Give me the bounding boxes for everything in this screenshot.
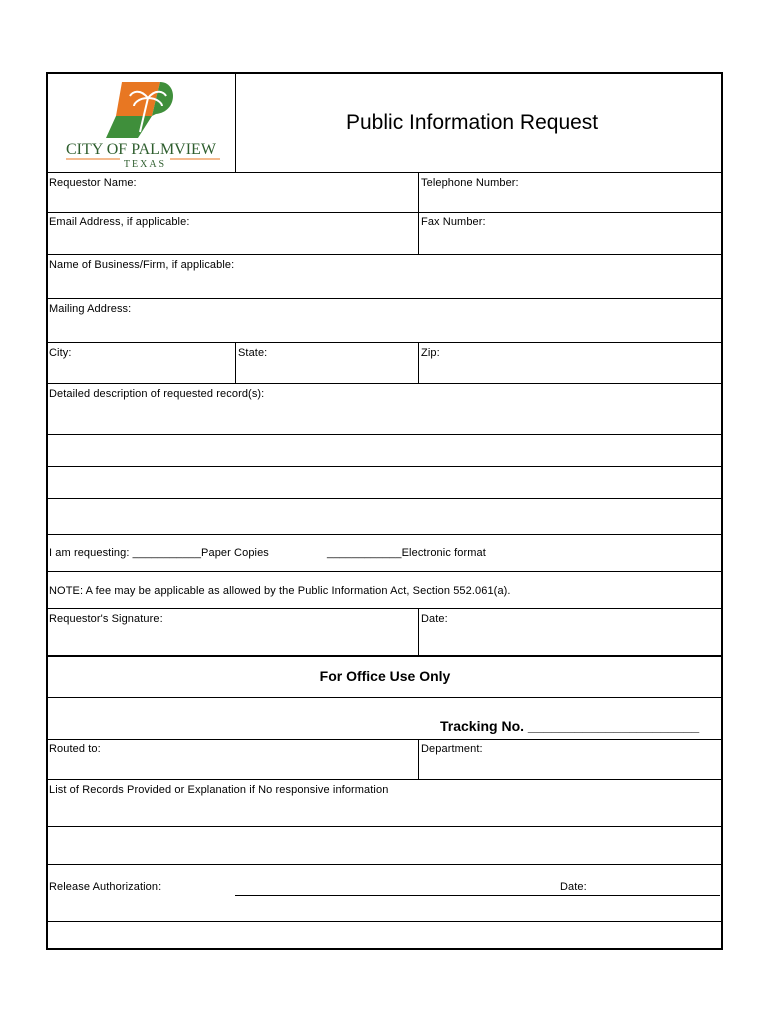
signature-field[interactable] xyxy=(48,628,416,654)
column-divider xyxy=(418,608,419,655)
telephone-field[interactable] xyxy=(420,192,720,211)
divider xyxy=(47,739,722,740)
business-label: Name of Business/Firm, if applicable: xyxy=(49,259,235,271)
palm-p-logo-icon xyxy=(106,82,173,138)
divider xyxy=(47,655,722,657)
requesting-label: I am requesting: xyxy=(49,547,133,559)
requestor-name-field[interactable] xyxy=(48,192,416,211)
tracking-number: Tracking No. ______________________ xyxy=(440,718,700,734)
email-field[interactable] xyxy=(48,232,416,253)
column-divider xyxy=(235,342,236,383)
city-field[interactable] xyxy=(48,364,234,382)
divider xyxy=(47,212,722,213)
state-field[interactable] xyxy=(237,364,417,382)
zip-field[interactable] xyxy=(420,364,720,382)
requesting-line xyxy=(49,547,269,559)
signature-date-field[interactable] xyxy=(420,628,720,654)
divider xyxy=(47,534,722,535)
fee-note: NOTE: A fee may be applicable as allowed by the Public Information Act, Section 552.061(a). xyxy=(49,585,511,597)
zip-label: Zip: xyxy=(421,347,440,359)
records-provided-label: List of Records Provided or Explanation if No responsive information xyxy=(49,784,389,796)
divider xyxy=(47,254,722,255)
logo-divider xyxy=(235,73,236,173)
description-label: Detailed description of requested record(s): xyxy=(49,388,265,400)
divider xyxy=(47,608,722,609)
fax-label: Fax Number: xyxy=(421,216,486,228)
logo-state: TEXAS xyxy=(123,159,167,170)
state-label: State: xyxy=(238,347,268,359)
release-date-label: Date: xyxy=(560,881,587,893)
city-label: City: xyxy=(49,347,72,359)
divider xyxy=(47,342,722,343)
mailing-address-field[interactable] xyxy=(48,320,720,341)
divider xyxy=(47,864,722,865)
divider xyxy=(47,697,722,698)
business-field[interactable] xyxy=(48,275,720,297)
city-logo xyxy=(60,76,230,172)
routed-to-label: Routed to: xyxy=(49,743,101,755)
paper-copies-blank[interactable]: ___________ xyxy=(132,547,202,559)
divider xyxy=(47,172,722,173)
logo-city-name: CITY OF PALMVIEW xyxy=(66,141,216,158)
divider xyxy=(47,571,722,572)
electronic-format-blank[interactable]: ____________ xyxy=(327,547,402,559)
column-divider xyxy=(418,739,419,779)
divider xyxy=(47,779,722,780)
release-authorization-label: Release Authorization: xyxy=(49,881,162,893)
divider xyxy=(47,921,722,922)
fax-field[interactable] xyxy=(420,232,720,253)
signature-label: Requestor's Signature: xyxy=(49,613,163,625)
release-signature-line xyxy=(235,895,720,896)
divider xyxy=(47,826,722,827)
description-field[interactable] xyxy=(48,404,720,533)
column-divider xyxy=(418,172,419,254)
department-label: Department: xyxy=(421,743,483,755)
divider xyxy=(47,298,722,299)
column-divider xyxy=(418,342,419,383)
electronic-line xyxy=(327,547,486,559)
divider xyxy=(47,383,722,384)
page-title: Public Information Request xyxy=(346,111,599,134)
paper-copies-label: Paper Copies xyxy=(201,547,269,559)
office-use-heading: For Office Use Only xyxy=(319,668,451,684)
mailing-address-label: Mailing Address: xyxy=(49,303,132,315)
electronic-format-label: Electronic format xyxy=(401,547,486,559)
requestor-name-label: Requestor Name: xyxy=(49,177,137,189)
telephone-label: Telephone Number: xyxy=(421,177,519,189)
email-label: Email Address, if applicable: xyxy=(49,216,190,228)
signature-date-label: Date: xyxy=(421,613,448,625)
